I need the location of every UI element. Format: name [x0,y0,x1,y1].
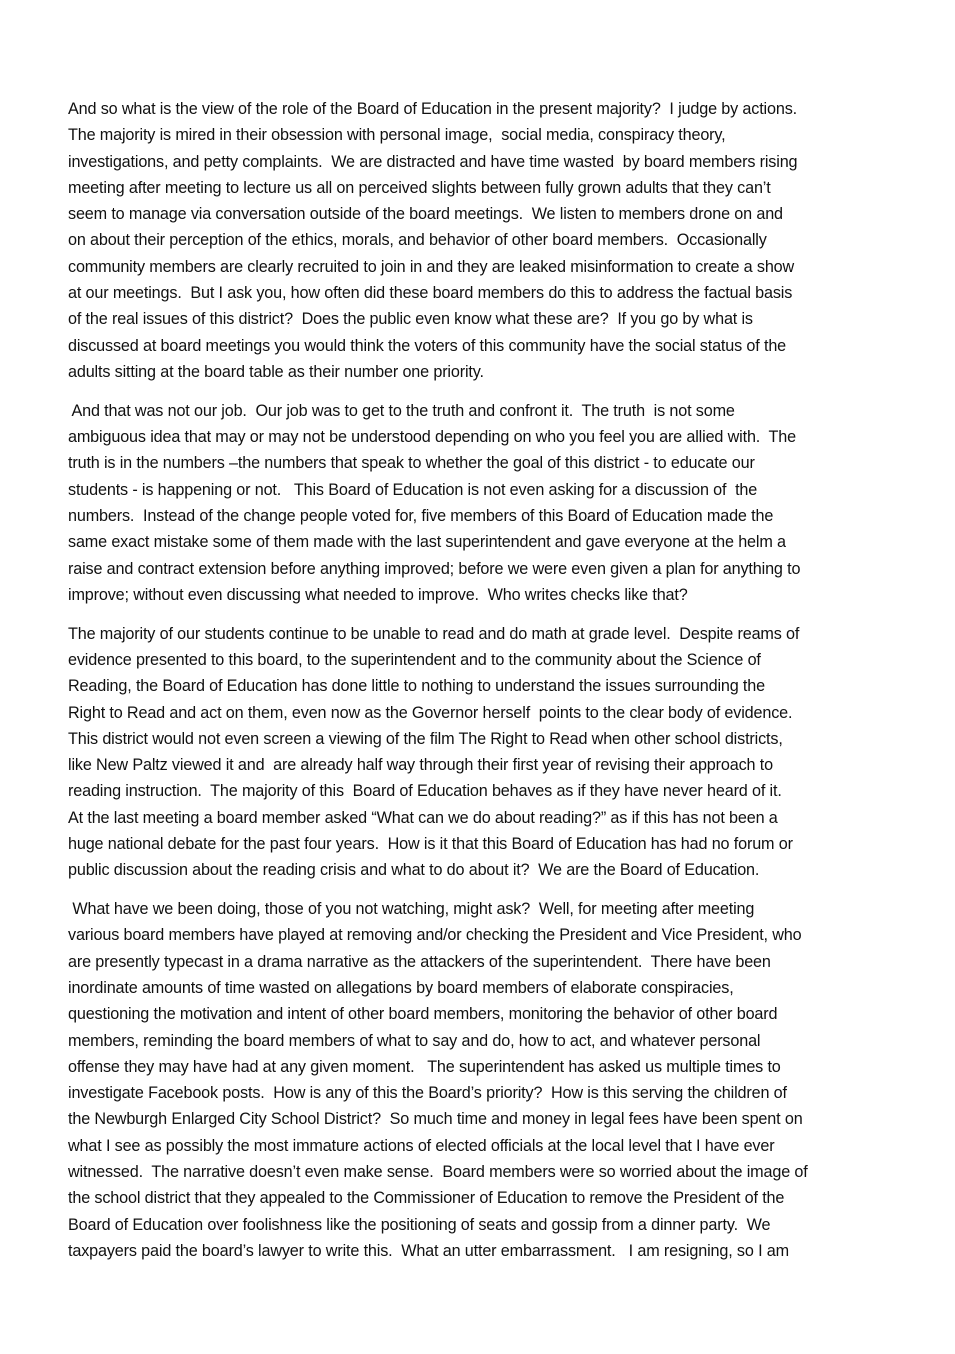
text-line: huge national debate for the past four years. How is it that this Board of Education has had no forum or [68,835,793,854]
paragraph-2 [68,398,928,608]
text-line: public discussion about the reading crisis and what to do about it? We are the Board of Education. [68,861,760,880]
text-line: same exact mistake some of them made with the last superintendent and gave everyone at the helm a [68,533,786,552]
text-line: raise and contract extension before anything improved; before we were even given a plan for anything to [68,559,801,578]
text-line: truth is in the numbers –the numbers that speak to whether the goal of this district - to educate our [68,454,755,473]
text-line: on about their perception of the ethics, morals, and behavior of other board members. Occasionally [68,231,767,250]
text-line: At the last meeting a board member asked “What can we do about reading?” as if this has not been a [68,808,778,827]
text-line: like New Paltz viewed it and are already half way through their first year of revising their approach to [68,756,773,775]
text-line: questioning the motivation and intent of other board members, monitoring the behavior of other board [68,1005,778,1024]
text-line: reading instruction. The majority of this Board of Education behaves as if they have never heard of it. [68,782,782,801]
text-line: Right to Read and act on them, even now as the Governor herself points to the clear body of evidence. [68,703,793,722]
text-line: seem to manage via conversation outside of the board meetings. We listen to members drone on and [68,205,783,224]
text-line: witnessed. The narrative doesn’t even make sense. Board members were so worried about the image of [68,1163,808,1182]
text-line: what I see as possibly the most immature actions of elected officials at the local level that I have ever [68,1136,775,1155]
text-line: the Newburgh Enlarged City School District? So much time and money in legal fees have been spent on [68,1110,803,1129]
text-line: What have we been doing, those of you not watching, might ask? Well, for meeting after meeting [68,900,755,919]
paragraph-1 [68,96,928,385]
text-line: evidence presented to this board, to the superintendent and to the community about the Science of [68,650,761,669]
paragraph-4 [68,896,928,1264]
text-line: improve; without even discussing what needed to improve. Who writes checks like that? [68,585,688,604]
text-line: meeting after meeting to lecture us all on perceived slights between fully grown adults that they can’t [68,178,771,197]
text-line: The majority of our students continue to be unable to read and do math at grade level. Despite reams of [68,624,800,643]
text-line: numbers. Instead of the change people voted for, five members of this Board of Education made the [68,506,774,525]
text-line: inordinate amounts of time wasted on allegations by board members of elaborate conspiracies, [68,979,734,997]
text-line: investigations, and petty complaints. We are distracted and have time wasted by board members rising [68,152,798,171]
paragraph-3 [68,621,928,884]
text-line: students - is happening or not. This Board of Education is not even asking for a discussion of the [68,480,758,499]
text-line: the school district that they appealed to the Commissioner of Education to remove the President of the [68,1189,785,1208]
text-line: taxpayers paid the board’s lawyer to write this. What an utter embarrassment. I am resigning, so I am [68,1241,789,1260]
text-line: various board members have played at removing and/or checking the President and Vice President, who [68,926,802,945]
text-line: Reading, the Board of Education has done little to nothing to understand the issues surrounding the [68,677,765,696]
text-line: And that was not our job. Our job was to get to the truth and confront it. The truth is not some [68,401,735,420]
text-line: at our meetings. But I ask you, how often did these board members do this to address the factual basis [68,284,793,303]
text-line: community members are clearly recruited to join in and they are leaked misinformation to create a show [68,257,795,276]
text-line: are presently typecast in a drama narrative as the attackers of the superintendent. There have been [68,952,771,971]
text-line: offense they may have had at any given moment. The superintendent has asked us multiple times to [68,1057,781,1076]
text-line: discussed at board meetings you would think the voters of this community have the social status of the [68,336,787,355]
text-line: members, reminding the board members of what to say and do, how to act, and whatever personal [68,1031,761,1050]
text-line: of the real issues of this district? Does the public even know what these are? If you go by what is [68,310,753,329]
text-line: ambiguous idea that may or may not be understood depending on who you feel you are allied with. The [68,428,797,447]
text-line: adults sitting at the board table as their number one priority. [68,362,484,381]
letter-body [68,96,928,1277]
text-line: The majority is mired in their obsession with personal image, social media, conspiracy theory, [68,126,726,145]
text-line: investigate Facebook posts. How is any of this the Board’s priority? How is this serving the children of [68,1084,787,1103]
text-line: This district would not even screen a viewing of the film The Right to Read when other school districts, [68,729,783,748]
text-line: Board of Education over foolishness like the positioning of seats and gossip from a dinner party. We [68,1215,771,1234]
text-line: And so what is the view of the role of the Board of Education in the present majority? I judge by actions. [68,100,798,118]
